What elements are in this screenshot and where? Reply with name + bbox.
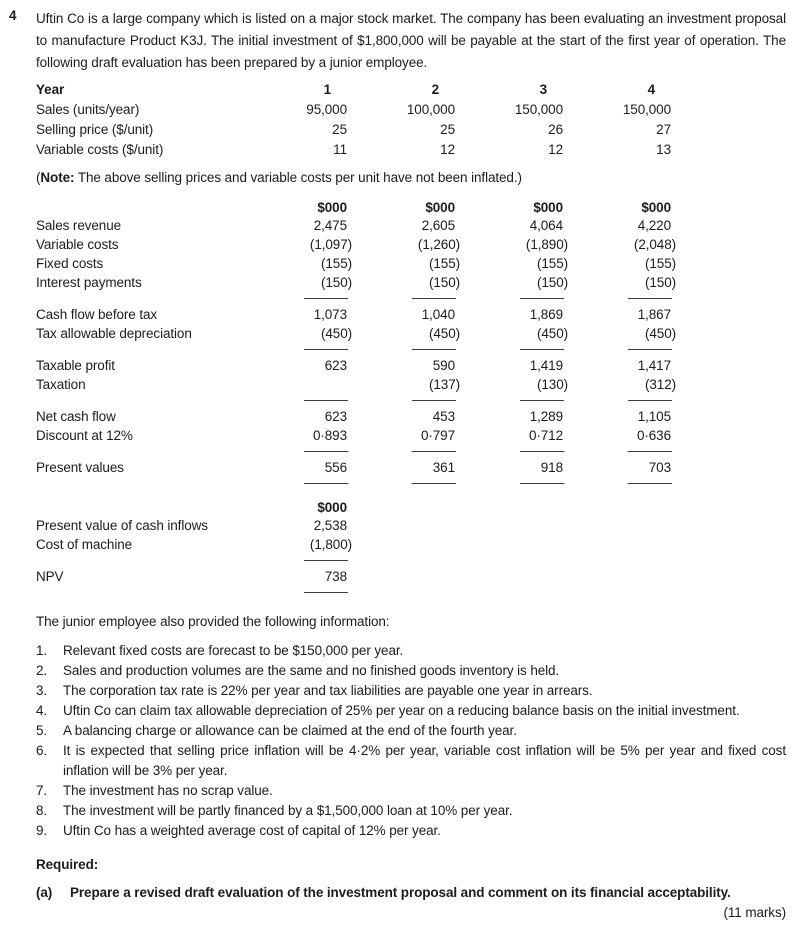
- row-label: Fixed costs: [36, 256, 104, 271]
- total-rule: [304, 560, 348, 561]
- cell-value: 4,064: [529, 218, 563, 233]
- row-label: Cash flow before tax: [36, 307, 158, 322]
- unit-header: $000: [317, 500, 347, 515]
- info-item-number: 7.: [36, 783, 48, 798]
- cell-value: 12: [548, 142, 563, 157]
- cell-value: 623: [324, 358, 347, 373]
- cell-value: 0·797: [420, 428, 455, 443]
- info-item: [36, 641, 786, 661]
- cell-value: 1,073: [313, 307, 347, 322]
- row-label: Discount at 12%: [36, 428, 133, 443]
- row-label: Selling price ($/unit): [36, 122, 154, 137]
- total-rule: [520, 349, 564, 350]
- cell-value: 25: [332, 122, 347, 137]
- row-label: Tax allowable depreciation: [36, 326, 192, 341]
- total-rule: [628, 349, 672, 350]
- evaluation-table: [36, 199, 786, 490]
- cell-value: (312): [644, 377, 676, 392]
- year-header: 1: [323, 82, 331, 97]
- question-intro: Uftin Co is a large company which is listed on a major stock market. The company has been evaluating an investment proposal to manufacture Product K3J. The initial investment of $1,800,000 will be payable at the start of the first year of operation. The following draft evaluation has been prepared by a junior employee.: [36, 11, 786, 70]
- info-item-number: 3.: [36, 683, 48, 698]
- row-label: Interest payments: [36, 275, 142, 290]
- rule-cell: [247, 343, 355, 356]
- cell-value: 1,867: [637, 307, 671, 322]
- cell-value: 150,000: [622, 102, 671, 117]
- row-label: NPV: [36, 569, 64, 584]
- rule-cell: [571, 445, 679, 458]
- row-label: Present value of cash inflows: [36, 518, 208, 533]
- info-item: [36, 801, 786, 821]
- info-item: [36, 821, 786, 841]
- info-intro: The junior employee also provided the following information:: [36, 614, 390, 629]
- info-item-text: The corporation tax rate is 22% per year and tax liabilities are payable one year in arrears.: [63, 683, 593, 698]
- rule-cell: [571, 394, 679, 407]
- rule-cell: [355, 292, 463, 305]
- total-rule: [412, 451, 456, 452]
- cell-value: 623: [324, 409, 347, 424]
- rule-cell: [247, 292, 355, 305]
- cell-value: 100,000: [406, 102, 455, 117]
- unit-header: $000: [317, 200, 347, 215]
- rule-cell: [571, 292, 679, 305]
- note-text: The above selling prices and variable costs per unit have not been inflated.): [74, 170, 522, 185]
- total-rule: [412, 400, 456, 401]
- cell-value: (155): [320, 256, 352, 271]
- cell-value: 703: [648, 460, 671, 475]
- cell-value: (1,890): [525, 237, 568, 252]
- cell-value: 2,475: [313, 218, 347, 233]
- total-rule: [520, 298, 564, 299]
- total-rule: [520, 400, 564, 401]
- year-header: 2: [431, 82, 439, 97]
- info-item: [36, 661, 786, 681]
- total-rule: [628, 483, 672, 484]
- cell-value: 0·712: [528, 428, 563, 443]
- rule-row-spacer: [36, 343, 247, 356]
- cell-value: 1,417: [637, 358, 671, 373]
- rule-cell: [247, 445, 355, 458]
- info-item-number: 2.: [36, 663, 48, 678]
- cell-value: 2,605: [421, 218, 455, 233]
- cell-value: [247, 375, 355, 394]
- row-label: Year: [36, 82, 65, 97]
- info-item-text: It is expected that selling price inflation will be 4·2% per year, variable cost inflation will be 5% per year and fixed cost inflation will be 3% per year.: [63, 743, 786, 778]
- rule-row-spacer: [36, 445, 247, 458]
- total-rule: [304, 451, 348, 452]
- cell-value: 26: [548, 122, 563, 137]
- question-number: 4: [9, 8, 17, 23]
- cell-value: 1,289: [529, 409, 563, 424]
- total-rule: [412, 349, 456, 350]
- row-label: Variable costs ($/unit): [36, 142, 164, 157]
- rule-row-spacer: [36, 394, 247, 407]
- cell-value: 0·893: [312, 428, 347, 443]
- total-rule: [628, 400, 672, 401]
- info-item-number: 4.: [36, 703, 48, 718]
- part-a-text: Prepare a revised draft evaluation of the investment proposal and comment on its financial acceptability.: [70, 885, 731, 900]
- cell-value: (450): [536, 326, 568, 341]
- cell-value: (1,260): [417, 237, 460, 252]
- cell-value: 738: [324, 569, 347, 584]
- info-item: [36, 701, 786, 721]
- cell-value: 590: [432, 358, 455, 373]
- cell-value: 1,040: [421, 307, 455, 322]
- total-rule: [412, 298, 456, 299]
- rule-row-spacer: [36, 586, 247, 599]
- row-label: [36, 199, 247, 216]
- info-list: [36, 641, 786, 841]
- rule-cell: [355, 477, 463, 490]
- rule-cell: [463, 292, 571, 305]
- total-rule: [304, 349, 348, 350]
- cell-value: 453: [432, 409, 455, 424]
- cell-value: (450): [428, 326, 460, 341]
- rule-cell: [463, 477, 571, 490]
- cell-value: 361: [432, 460, 455, 475]
- info-item-text: The investment has no scrap value.: [63, 783, 273, 798]
- rule-cell: [463, 445, 571, 458]
- part-a-label: (a): [36, 885, 53, 900]
- marks-badge: (11 marks): [723, 905, 786, 920]
- total-rule: [304, 483, 348, 484]
- cell-value: (155): [644, 256, 676, 271]
- rule-cell: [355, 445, 463, 458]
- cell-value: (137): [428, 377, 460, 392]
- cell-value: (150): [644, 275, 676, 290]
- cell-value: (150): [320, 275, 352, 290]
- rule-cell: [355, 394, 463, 407]
- cell-value: 2,538: [313, 518, 347, 533]
- note-bold-word: Note:: [40, 170, 75, 185]
- unit-header: $000: [533, 200, 563, 215]
- cell-value: 4,220: [637, 218, 671, 233]
- info-item: [36, 741, 786, 781]
- info-item-text: Uftin Co has a weighted average cost of capital of 12% per year.: [63, 823, 441, 838]
- info-item-number: 8.: [36, 803, 48, 818]
- rule-cell: [247, 477, 355, 490]
- cell-value: 1,869: [529, 307, 563, 322]
- row-label: Net cash flow: [36, 409, 116, 424]
- cell-value: 11: [333, 142, 347, 157]
- cell-value: (450): [320, 326, 352, 341]
- info-item-number: 1.: [36, 643, 48, 658]
- cell-value: (150): [536, 275, 568, 290]
- unit-header: $000: [425, 200, 455, 215]
- cell-value: 95,000: [306, 102, 347, 117]
- required-part-a: [36, 883, 786, 903]
- info-item-text: The investment will be partly financed by a $1,500,000 loan at 10% per year.: [63, 803, 513, 818]
- row-label: Taxable profit: [36, 358, 115, 373]
- cell-value: (155): [536, 256, 568, 271]
- rule-cell: [247, 554, 355, 567]
- rule-row-spacer: [36, 292, 247, 305]
- total-rule: [520, 451, 564, 452]
- cell-value: (450): [644, 326, 676, 341]
- cell-value: 1,105: [637, 409, 671, 424]
- row-label: Sales revenue: [36, 218, 122, 233]
- row-label: Present values: [36, 460, 124, 475]
- rule-cell: [571, 477, 679, 490]
- total-rule: [304, 592, 348, 593]
- year-header: 4: [647, 82, 655, 97]
- info-item-text: A balancing charge or allowance can be claimed at the end of the fourth year.: [63, 723, 517, 738]
- cell-value: (150): [428, 275, 460, 290]
- cell-value: 150,000: [514, 102, 563, 117]
- year-header: 3: [539, 82, 547, 97]
- info-item-number: 5.: [36, 723, 48, 738]
- rule-cell: [463, 343, 571, 356]
- rule-row-spacer: [36, 554, 247, 567]
- cell-value: 918: [540, 460, 563, 475]
- row-label: Variable costs: [36, 237, 119, 252]
- cell-value: 1,419: [529, 358, 563, 373]
- rule-cell: [247, 394, 355, 407]
- info-item-number: 6.: [36, 743, 48, 758]
- rule-cell: [463, 394, 571, 407]
- row-label: [36, 499, 247, 516]
- cell-value: 12: [440, 142, 455, 157]
- note-line: [36, 168, 786, 188]
- info-item-text: Uftin Co can claim tax allowable depreciation of 25% per year on a reducing balance basis on the initial investment.: [63, 703, 740, 718]
- npv-summary-table: [36, 499, 786, 599]
- cell-value: (2,048): [633, 237, 676, 252]
- inputs-table: [36, 80, 786, 160]
- cell-value: 13: [656, 142, 671, 157]
- cell-value: 556: [324, 460, 347, 475]
- total-rule: [628, 451, 672, 452]
- info-item: [36, 681, 786, 701]
- rule-cell: [571, 343, 679, 356]
- total-rule: [412, 483, 456, 484]
- row-label: Sales (units/year): [36, 102, 140, 117]
- rule-cell: [247, 586, 355, 599]
- info-item: [36, 721, 786, 741]
- cell-value: (1,800): [309, 537, 352, 552]
- info-item-number: 9.: [36, 823, 48, 838]
- cell-value: (1,097): [309, 237, 352, 252]
- total-rule: [520, 483, 564, 484]
- row-label: Taxation: [36, 377, 86, 392]
- info-item-text: Relevant fixed costs are forecast to be $150,000 per year.: [63, 643, 404, 658]
- cell-value: 0·636: [636, 428, 671, 443]
- cell-value: (130): [536, 377, 568, 392]
- rule-cell: [355, 343, 463, 356]
- note-prefix: (: [36, 170, 41, 185]
- info-item-text: Sales and production volumes are the same and no finished goods inventory is held.: [63, 663, 560, 678]
- rule-row-spacer: [36, 477, 247, 490]
- unit-header: $000: [641, 200, 671, 215]
- cell-value: (155): [428, 256, 460, 271]
- cell-value: 25: [440, 122, 455, 137]
- total-rule: [628, 298, 672, 299]
- required-heading: Required:: [36, 857, 99, 872]
- row-label: Cost of machine: [36, 537, 133, 552]
- total-rule: [304, 298, 348, 299]
- info-item: [36, 781, 786, 801]
- cell-value: 27: [656, 122, 671, 137]
- total-rule: [304, 400, 348, 401]
